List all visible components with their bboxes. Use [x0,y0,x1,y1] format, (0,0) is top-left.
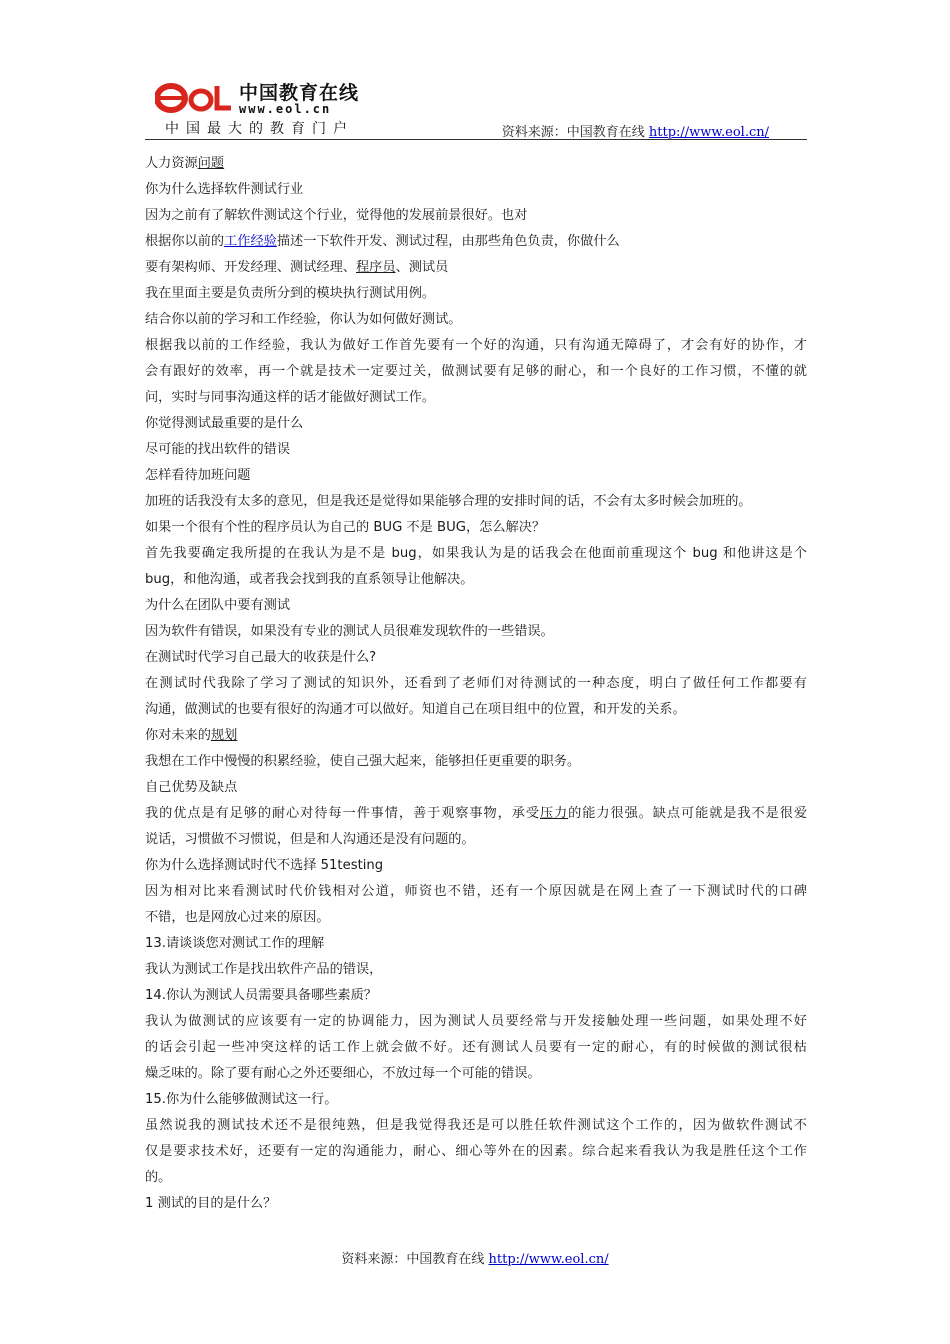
inline-link-work-experience[interactable]: 工作经验 [224,234,277,249]
text-segment: 根据你以前的 [145,234,225,249]
text-line: 我认为测试工作是找出软件产品的错误， [145,962,383,977]
text-line: 为什么在团队中要有测试 [145,598,291,613]
text-line [145,255,807,281]
text-segment: 人力资源 [145,156,198,171]
text-line: 沟通，做测试的也要有很好的沟通才可以做好。知道自己在项目组中的位置，和开发的关系。 [145,702,686,717]
text-line [145,801,807,827]
text-line [145,229,807,255]
text-segment: 你对未来的 [145,728,211,743]
text-line: 根据我以前的工作经验，我认为做好工作首先要有一个好的沟通，只有沟通无障碍了，才会有好的协作，才 [145,338,807,353]
text-line: 我认为做测试的应该要有一定的协调能力，因为测试人员要经常与开发接触处理一些问题，如果处理不好 [145,1014,807,1029]
text-line: 加班的话我没有太多的意见，但是我还是觉得如果能够合理的安排时间的话，不会有太多时候会加班的。 [145,494,752,509]
text-line: 的。 [145,1170,172,1185]
header-source [502,121,769,140]
document-body [145,151,807,1217]
text-line: 问，实时与同事沟通这样的话才能做好测试工作。 [145,390,436,405]
text-line: 因为之前有了解软件测试这个行业，觉得他的发展前景很好。也对 [145,208,528,223]
page-footer [0,1248,950,1267]
logo-tagline: 中国最大的教育门户 [165,121,354,137]
text-line: 的话会引起一些冲突这样的话工作上就会做不好。还有测试人员要有一定的耐心，有的时候做的测试很枯 [145,1040,807,1055]
text-line: 我在里面主要是负责所分到的模块执行测试用例。 [145,286,436,301]
text-line: 在测试时代学习自己最大的收获是什么? [145,650,377,665]
eol-logo[interactable] [155,74,370,136]
text-line: 仅是要求技术好，还要有一定的沟通能力，耐心、细心等外在的因素。综合起来看我认为我是胜任这个工作 [145,1144,807,1159]
eol-logo-icon [155,80,233,114]
text-line [145,723,807,749]
header-divider [145,139,807,140]
text-line: 13.请谈谈您对测试工作的理解 [145,936,325,951]
text-segment: 、测试员 [395,260,449,275]
logo-url-text: www.eol.cn [239,102,332,116]
text-line: 14.你认为测试人员需要具备哪些素质？ [145,988,377,1003]
logo-chinese-name: 中国教育在线 [239,82,360,104]
text-segment: 描述一下软件开发、测试过程，由那些角色负责，你做什么 [276,234,620,249]
text-line: 如果一个很有个性的程序员认为自己的 BUG 不是 BUG，怎么解决？ [145,520,546,535]
footer-source-label: 资料来源：中国教育在线 [341,1252,489,1267]
text-line: 因为软件有错误，如果没有专业的测试人员很难发现软件的一些错误。 [145,624,554,639]
text-line: 你觉得测试最重要的是什么 [145,416,304,431]
header-source-link[interactable]: http://www.eol.cn/ [648,125,769,140]
text-line: 因为相对比来看测试时代价钱相对公道，师资也不错，还有一个原因就是在网上查了一下测试时代的口碑 [145,884,807,899]
text-line: 15.你为什么能够做测试这一行。 [145,1092,338,1107]
text-line: 你为什么选择软件测试行业 [145,182,304,197]
footer-source-link[interactable]: http://www.eol.cn/ [488,1252,609,1267]
text-line: 自己优势及缺点 [145,780,238,795]
inline-link-pressure[interactable]: 压力 [539,806,569,821]
text-segment: 我的优点是有足够的耐心对待每一件事情，善于观察事物，承受 [145,806,540,821]
text-line: 会有跟好的效率，再一个就是技术一定要过关，做测试要有足够的耐心，和一个良好的工作习惯，不懂的就 [145,364,807,379]
inline-link-wenti[interactable]: 问题 [197,156,225,171]
text-line: 结合你以前的学习和工作经验，你认为如何做好测试。 [145,312,462,327]
text-line: 虽然说我的测试技术还不是很纯熟，但是我觉得我还是可以胜任软件测试这个工作的，因为做软件测试不 [145,1118,807,1133]
page-header [145,70,807,140]
text-line: 1 测试的目的是什么？ [145,1196,277,1211]
text-line [145,151,807,177]
text-line: 尽可能的找出软件的错误 [145,442,291,457]
text-line: 在测试时代我除了学习了测试的知识外，还看到了老师们对待测试的一种态度，明白了做任何工作都要有 [145,676,807,691]
inline-link-plan[interactable]: 规划 [210,728,238,743]
text-line: 首先我要确定我所提的在我认为是不是 bug，如果我认为是的话我会在他面前重现这个 bug 和他讲这是个 [145,546,807,561]
text-line: 燥乏味的。除了要有耐心之外还要细心，不放过每一个可能的错误。 [145,1066,541,1081]
text-line: 你为什么选择测试时代不选择 51testing [145,858,384,873]
text-line: 我想在工作中慢慢的积累经验，使自己强大起来，能够担任更重要的职务。 [145,754,581,769]
text-line: 怎样看待加班问题 [145,468,251,483]
text-segment: 要有架构师、开发经理、测试经理、 [145,260,356,275]
text-line: bug，和他沟通，或者我会找到我的直系领导让他解决。 [145,572,474,587]
inline-link-programmer[interactable]: 程序员 [356,260,396,275]
text-line: 不错，也是网放心过来的原因。 [145,910,330,925]
text-line: 说话，习惯做不习惯说，但是和人沟通还是没有问题的。 [145,832,475,847]
text-segment: 的能力很强。缺点可能就是我不是很爱 [568,806,807,821]
header-source-label: 资料来源：中国教育在线 [501,125,649,140]
